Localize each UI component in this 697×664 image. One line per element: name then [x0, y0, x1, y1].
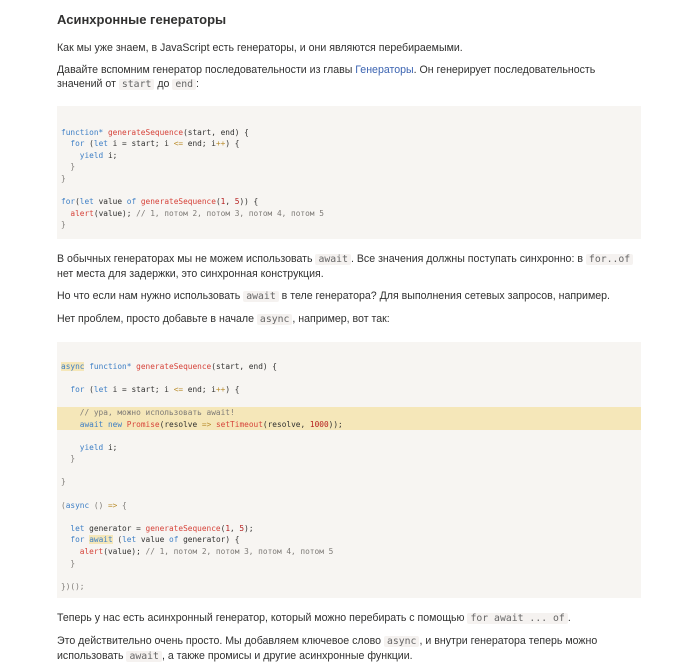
code-line — [57, 465, 641, 477]
code-line — [57, 488, 641, 500]
code-line — [57, 511, 641, 523]
code-line: alert(value); // 1, потом 2, потом 3, потом 4, потом 5 — [70, 208, 324, 218]
code-line — [57, 349, 641, 361]
code-line-highlighted: await new Promise(resolve => setTimeout(resolve, 1000)); — [57, 419, 641, 431]
code-line: yield i; — [79, 150, 118, 160]
paragraph-recall: Давайте вспомним генератор последовательности из главы Генераторы. Он генерирует последовательность значений от start до end : — [57, 64, 596, 90]
code-line: let generator = generateSequence(1, 5); — [70, 523, 254, 533]
code-line-highlighted: // ура, можно использовать await! — [57, 407, 641, 419]
code-line: for(let value of generateSequence(1, 5)) { — [61, 197, 259, 207]
code-line: } — [61, 173, 66, 183]
inline-code-for-await-of: for await ... of — [467, 613, 567, 624]
inline-code-for-of: for..of — [586, 254, 633, 265]
code-block-sync-generator — [57, 106, 641, 239]
code-line: } — [61, 477, 66, 487]
inline-code-start: start — [119, 79, 155, 90]
paragraph-intro: Как мы уже знаем, в JavaScript есть генераторы, и они являются перебираемыми. — [57, 42, 463, 54]
inline-code-end: end — [172, 79, 196, 90]
code-line: for (let i = start; i <= end; i++) { — [70, 384, 240, 394]
code-line — [57, 430, 641, 442]
code-line: function* generateSequence(start, end) { — [61, 127, 249, 137]
inline-code-async: async — [384, 636, 420, 647]
paragraph-async-generator: Теперь у нас есть асинхронный генератор, который можно перебирать с помощью for await ... of . — [57, 612, 571, 625]
code-line: } — [70, 558, 76, 568]
code-line — [57, 372, 641, 384]
code-line — [57, 395, 641, 407]
inline-code-async: async — [257, 314, 293, 325]
code-line: yield i; — [79, 442, 118, 452]
paragraph-summary: Это действительно очень просто. Мы добавляем ключевое слово async , и внутри генератора теперь можно использовать await , а также промисы и другие асинхронные функции. — [57, 635, 598, 663]
code-line — [57, 115, 641, 127]
code-line: async function* generateSequence(start, end) { — [61, 361, 277, 371]
code-line: } — [61, 220, 66, 230]
code-line — [57, 185, 641, 197]
code-block-async-generator — [57, 342, 641, 598]
inline-code-await: await — [315, 254, 351, 265]
code-line: (async () => { — [61, 500, 127, 510]
code-line: alert(value); // 1, потом 2, потом 3, потом 4, потом 5 — [79, 547, 334, 557]
code-line: for (let i = start; i <= end; i++) { — [70, 139, 240, 149]
inline-code-await: await — [126, 651, 162, 662]
paragraph-sync-limit: В обычных генераторах мы не можем использовать await . Все значения должны поступать синхронно: в for..of нет места для задержки, это синхронная конструкция. — [57, 252, 641, 281]
paragraph-question: Но что если нам нужно использовать await в теле генератора? Для выполнения сетевых запросов, например. — [57, 289, 610, 302]
code-line — [57, 569, 641, 581]
code-line: } — [70, 162, 76, 172]
generators-link[interactable]: Генераторы — [355, 64, 414, 76]
code-line: for await (let value of generator) { — [70, 535, 240, 545]
section-title: Асинхронные генераторы — [57, 12, 227, 27]
inline-code-await: await — [243, 291, 279, 302]
paragraph-solution: Нет проблем, просто добавьте в начале async , например, вот так: — [57, 312, 390, 325]
code-line: } — [70, 454, 76, 464]
code-line: })(); — [61, 581, 85, 591]
